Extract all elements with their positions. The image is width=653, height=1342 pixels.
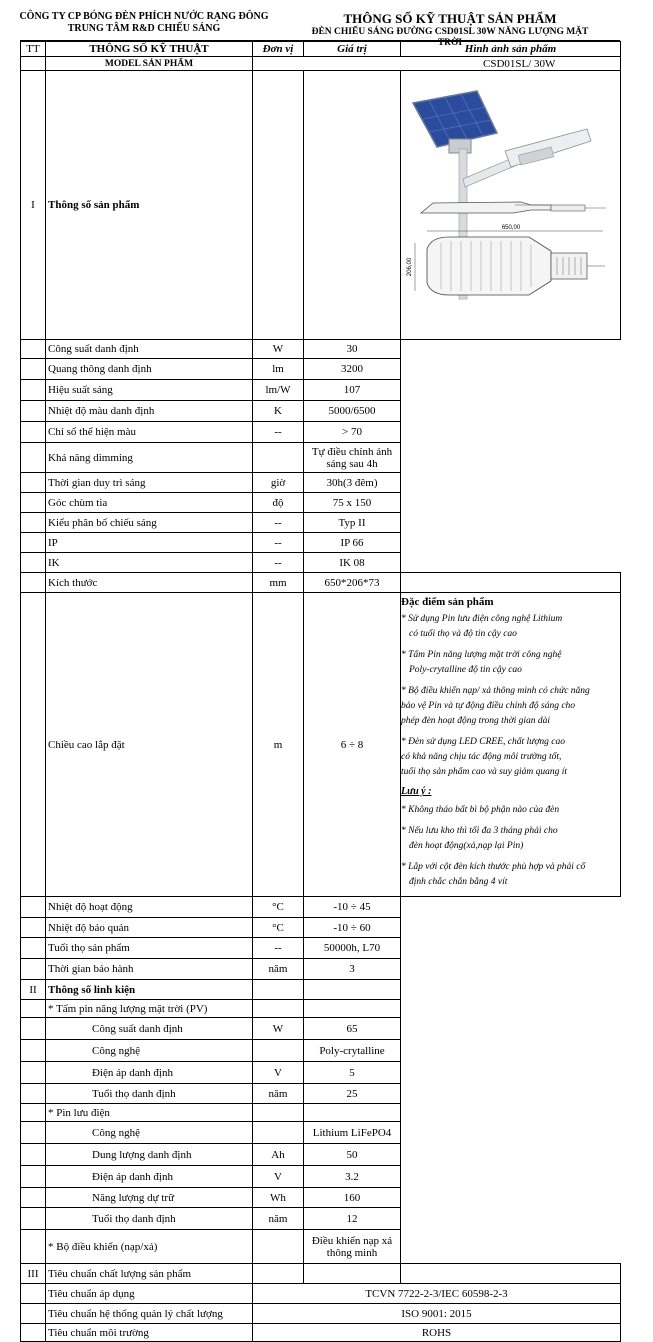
spec-name: Hiệu suất sáng [46,380,253,401]
features-title: Đặc điểm sản phẩm [401,596,494,608]
features-panel [401,593,621,897]
spec-value: 75 x 150 [304,493,401,513]
table-row [21,1144,621,1166]
spec-unit: lm/W [253,380,304,401]
spec-value: 25 [304,1084,401,1104]
spec-name: Dung lượng danh định [46,1144,253,1166]
document-subtitle: ĐÈN CHIẾU SÁNG ĐƯỜNG CSD01SL 30W NĂNG LƯỢNG MẶT TRỜI [311,27,589,48]
document-title: THÔNG SỐ KỸ THUẬT SẢN PHẨM [343,11,557,26]
note-title: Lưu ý : [401,786,432,797]
standard-name: Tiêu chuẩn hệ thống quản lý chất lượng [46,1304,253,1324]
spec-unit: năm [253,1208,304,1230]
section-number: II [21,980,46,1000]
spec-name: Nhiệt độ màu danh định [46,401,253,422]
spec-name: Công nghệ [46,1040,253,1062]
spec-value: -10 ÷ 60 [304,918,401,938]
spec-name: IP [46,533,253,553]
spec-unit: Ah [253,1144,304,1166]
table-row [21,938,621,959]
spec-value: 160 [304,1188,401,1208]
table-row [21,1040,621,1062]
table-row [21,380,621,401]
model-value: CSD01SL/ 30W [253,57,621,71]
header-unit: Đơn vị [253,42,304,57]
spec-value: Typ II [304,513,401,533]
spec-value: 12 [304,1208,401,1230]
spec-value: 3200 [304,359,401,380]
spec-unit: V [253,1166,304,1188]
spec-value: 107 [304,380,401,401]
standard-value: TCVN 7722-2-3/IEC 60598-2-3 [253,1284,621,1304]
spec-name: Công suất danh định [46,1018,253,1040]
table-row [21,401,621,422]
table-row [21,340,621,359]
company-header [0,11,288,35]
dimension-length: 650,00 [501,225,521,231]
spec-value: 5 [304,1062,401,1084]
header-spec: THÔNG SỐ KỸ THUẬT [46,42,253,57]
spec-unit: năm [253,1084,304,1104]
section-title: Thông số linh kiện [46,980,253,1000]
table-row [21,1018,621,1040]
spec-name: Điện áp danh định [46,1166,253,1188]
spec-value: Tự điều chỉnh ánh sáng sau 4h [304,443,401,473]
dimension-width: 206,00 [407,257,413,277]
standard-value: ISO 9001: 2015 [253,1304,621,1324]
spec-name: Chiều cao lắp đặt [46,593,253,897]
spec-name: Tuổi thọ sản phẩm [46,938,253,959]
spec-unit: W [253,340,304,359]
controller-unit [253,1230,304,1264]
spec-unit [253,1040,304,1062]
table-row [21,422,621,443]
spec-name: Kích thước [46,573,253,593]
spec-value: 50000h, L70 [304,938,401,959]
spec-name: Tuổi thọ danh định [46,1084,253,1104]
controller-value: Điều khiển nạp xả thông minh [304,1230,401,1264]
side-view-drawing [421,202,606,213]
spec-name: Công nghệ [46,1122,253,1144]
spec-unit: -- [253,513,304,533]
table-row [21,1122,621,1144]
feature-item: * Bộ điều khiển nạp/ xả thông minh có chức năng bảo vệ Pin và tự động điều chỉnh độ sáng cho phép đèn hoạt động trong thời gian dài [401,686,590,726]
note-item: * Nếu lưu kho thì tối đa 3 tháng phải cho đèn hoạt động(xả,nạp lại Pin) [401,826,558,851]
feature-item: * Tấm Pin năng lượng mặt trời công nghệ Poly-crytalline độ tin cậy cao [401,650,562,675]
spec-name: Thời gian duy trì sáng [46,473,253,493]
section-title: Tiêu chuẩn chất lượng sản phẩm [46,1264,253,1284]
spec-value: IK 08 [304,553,401,573]
spec-value: > 70 [304,422,401,443]
spec-unit [253,1122,304,1144]
spec-name: Năng lượng dự trữ [46,1188,253,1208]
top-view-drawing [407,225,605,295]
table-row [21,959,621,980]
spec-name: IK [46,553,253,573]
section-number: I [21,71,46,340]
battery-group-title: * Pin lưu điện [46,1104,253,1122]
feature-item: * Đèn sử dụng LED CREE, chất lượng cao có khả năng chịu tác động môi trường tốt, tuổi thọ sản phẩm cao và suy giảm quang ít [401,737,567,777]
spec-unit: năm [253,959,304,980]
spec-name: Nhiệt độ bảo quản [46,918,253,938]
spec-name: Điện áp danh định [46,1062,253,1084]
spec-name: Thời gian bảo hành [46,959,253,980]
spec-unit: -- [253,533,304,553]
pv-group-title: * Tấm pin năng lượng mặt trời (PV) [46,1000,253,1018]
table-row [21,1188,621,1208]
header-image: Hình ảnh sản phẩm [401,42,621,57]
table-row [21,553,621,573]
spec-unit: V [253,1062,304,1084]
table-row [21,513,621,533]
table-row [21,533,621,553]
spec-unit: độ [253,493,304,513]
spec-value: 6 ÷ 8 [304,593,401,897]
table-row [21,918,621,938]
company-department: TRUNG TÂM R&D CHIẾU SÁNG [67,23,221,34]
spec-unit: °C [253,918,304,938]
spec-unit: -- [253,938,304,959]
spec-value: 65 [304,1018,401,1040]
section-number: III [21,1264,46,1284]
spec-value: Poly-crytalline [304,1040,401,1062]
spec-name: Tuổi thọ danh định [46,1208,253,1230]
table-row [21,1284,621,1304]
spec-unit: lm [253,359,304,380]
section-title: Thông số sản phẩm [46,71,253,340]
note-item: * Lắp với cột đèn kích thước phù hợp và phải cố định chắc chắn bằng 4 vít [401,862,586,887]
product-images [401,71,621,340]
spec-unit: -- [253,422,304,443]
spec-table [20,41,621,1342]
spec-name: Góc chùm tia [46,493,253,513]
table-row [21,1062,621,1084]
spec-name: Nhiệt độ hoạt động [46,897,253,918]
table-row [21,1324,621,1342]
spec-unit: Wh [253,1188,304,1208]
table-row [21,897,621,918]
spec-value: 30 [304,340,401,359]
spec-value: IP 66 [304,533,401,553]
table-row [21,1304,621,1324]
table-row [21,473,621,493]
feature-item: * Sử dụng Pin lưu điện công nghệ Lithium có tuổi thọ và độ tin cậy cao [401,614,563,639]
spec-unit: giờ [253,473,304,493]
standard-value: ROHS [253,1324,621,1342]
spec-value: Lithium LiFePO4 [304,1122,401,1144]
spec-value: 50 [304,1144,401,1166]
spec-unit: W [253,1018,304,1040]
spec-value: 5000/6500 [304,401,401,422]
spec-unit: °C [253,897,304,918]
table-row [21,1166,621,1188]
spec-unit: K [253,401,304,422]
spec-name: Quang thông danh định [46,359,253,380]
table-row [21,493,621,513]
table-row [21,359,621,380]
spec-name: Công suất danh định [46,340,253,359]
spec-value: 3.2 [304,1166,401,1188]
spec-unit: -- [253,553,304,573]
product-photo-and-drawing [401,71,619,336]
company-name: CÔNG TY CP BÓNG ĐÈN PHÍCH NƯỚC RẠNG ĐÔNG [19,11,269,22]
spec-value: -10 ÷ 45 [304,897,401,918]
spec-value: 30h(3 đêm) [304,473,401,493]
standard-name: Tiêu chuẩn áp dụng [46,1284,253,1304]
spec-unit: m [253,593,304,897]
model-label: MODEL SẢN PHẨM [46,57,253,71]
note-item: * Không tháo bất bì bộ phận nào của đèn [401,805,560,815]
table-row [21,443,621,473]
spec-value: 650*206*73 [304,573,401,593]
controller-name: * Bộ điều khiển (nạp/xả) [46,1230,253,1264]
table-row [21,573,621,593]
header-value: Giá trị [304,42,401,57]
standard-name: Tiêu chuẩn môi trường [46,1324,253,1342]
spec-name: Chỉ số thể hiện màu [46,422,253,443]
header-tt: TT [21,42,46,57]
table-row [21,1084,621,1104]
spec-value: 3 [304,959,401,980]
spec-unit: mm [253,573,304,593]
spec-name: Kiểu phân bố chiếu sáng [46,513,253,533]
spec-unit [253,443,304,473]
spec-name: Khả năng dimming [46,443,253,473]
table-row [21,1208,621,1230]
